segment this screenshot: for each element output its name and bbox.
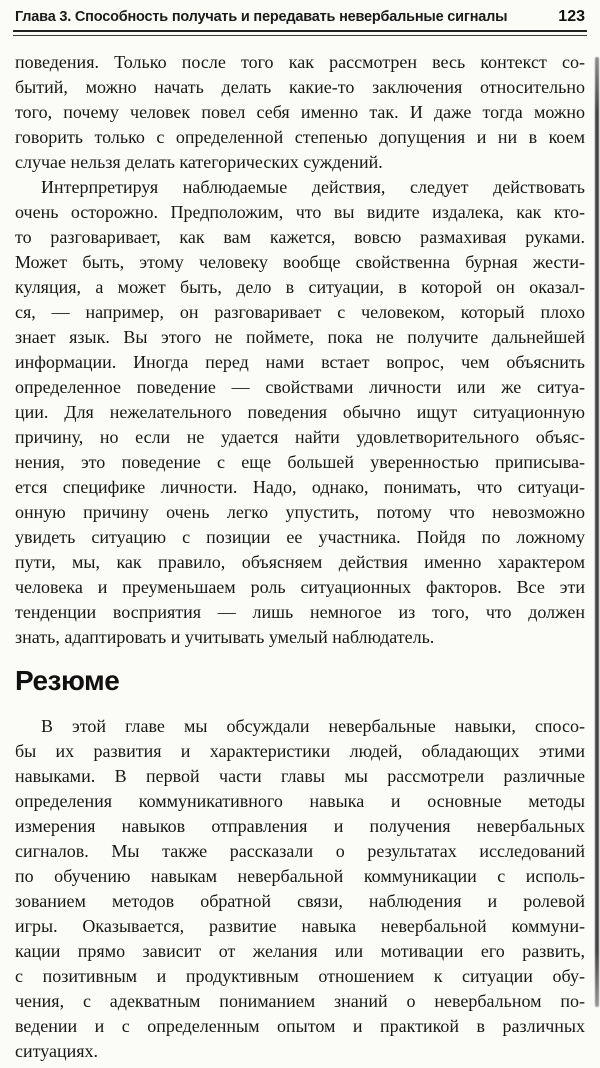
text-line: ется специфике личности. Надо, однако, понимать, что ситуаци- xyxy=(15,477,585,497)
text-line: знает язык. Вы этого не поймете, пока не получите дальнейшей xyxy=(15,327,585,347)
text-line: тенденции восприятия — лишь немногое из того, что должен xyxy=(15,602,585,622)
text-line: игры. Оказывается, развитие навыка невербальной коммуни- xyxy=(15,916,585,936)
header-rule-thin xyxy=(13,35,587,36)
text-line: человека и преуменьшаем роль ситуационных факторов. Все эти xyxy=(15,577,585,597)
text-line: случае нельзя делать категорических суждений. xyxy=(15,152,383,172)
text-line: зованием методов обратной связи, наблюдения и ролевой xyxy=(15,891,585,911)
paragraph xyxy=(15,50,585,175)
text-line: Может быть, этому человеку вообще свойственна бурная жести- xyxy=(15,252,585,272)
page-number: 123 xyxy=(558,8,585,25)
running-header xyxy=(15,8,585,26)
text-line: онную причину очень легко упустить, потому что невозможно xyxy=(15,502,585,522)
paragraph xyxy=(15,714,585,1064)
text-line: говорить только с определенной степенью допущения и ни в коем xyxy=(15,127,585,147)
text-line: информации. Иногда перед нами встает вопрос, чем объяснить xyxy=(15,352,585,372)
text-line: кации прямо зависит от желания или мотивации его развить, xyxy=(15,941,585,961)
text-line: пути, мы, как правило, объясняем действия именно характером xyxy=(15,552,585,572)
text-line: то разговаривает, как вам кажется, вовсю размахивая руками. xyxy=(15,227,585,247)
text-line: куляция, а может быть, дело в ситуации, в которой он оказал- xyxy=(15,277,585,297)
text-line: ции. Для нежелательного поведения обычно ищут ситуационную xyxy=(15,402,585,422)
text-line: ситуациях. xyxy=(15,1041,99,1061)
text-line: измерения навыков отправления и получения невербальных xyxy=(15,816,585,836)
text-line: определенное поведение — свойствами личности или же ситуа- xyxy=(15,377,585,397)
text-line: навыками. В первой части главы мы рассмотрели различные xyxy=(15,766,585,786)
page-body-text xyxy=(15,50,585,1064)
paragraph xyxy=(15,175,585,650)
text-line: того, почему человек повел себя именно так. И даже тогда можно xyxy=(15,102,585,122)
text-line: ведении и с определенным опытом и практикой в различных xyxy=(15,1016,585,1036)
text-line: по обучению навыкам невербальной коммуникации с исполь- xyxy=(15,866,585,886)
text-line: нения, это поведение с еще большей уверенностью приписыва- xyxy=(15,452,585,472)
running-header-title: Глава 3. Способность получать и передавать невербальные сигналы xyxy=(15,9,508,25)
text-line: очень осторожно. Предположим, что вы видите издалека, как кто- xyxy=(15,202,585,222)
text-line: чения, с адекватным пониманием знаний о невербальном по- xyxy=(15,991,585,1011)
text-line: увидеть ситуацию с позиции ее участника. Пойдя по ложному xyxy=(15,527,585,547)
text-line: ся, — например, он разговаривает с человеком, который плохо xyxy=(15,302,585,322)
text-line: определения коммуникативного навыка и основные методы xyxy=(15,791,585,811)
text-line: сигналов. Мы также рассказали о результатах исследований xyxy=(15,841,585,861)
section-heading: Резюме xyxy=(15,665,120,696)
header-rule-thick xyxy=(13,30,587,32)
text-line: бытий, можно начать делать какие-то заключения относительно xyxy=(15,77,585,97)
text-line: В этой главе мы обсуждали невербальные навыки, спосо- xyxy=(41,716,585,736)
text-line: знать, адаптировать и учитывать умелый наблюдатель. xyxy=(15,627,435,647)
text-line: причину, но если не удается найти удовлетворительного объяс- xyxy=(15,427,585,447)
text-line: с позитивным и продуктивным отношением к ситуации обу- xyxy=(15,966,585,986)
text-line: Интерпретируя наблюдаемые действия, следует действовать xyxy=(41,177,585,197)
text-line: бы их развития и характеристики людей, обладающих этими xyxy=(15,741,585,761)
scan-page-edge-shadow xyxy=(595,57,599,1007)
text-line: поведения. Только после того как рассмотрен весь контекст со- xyxy=(15,52,585,72)
